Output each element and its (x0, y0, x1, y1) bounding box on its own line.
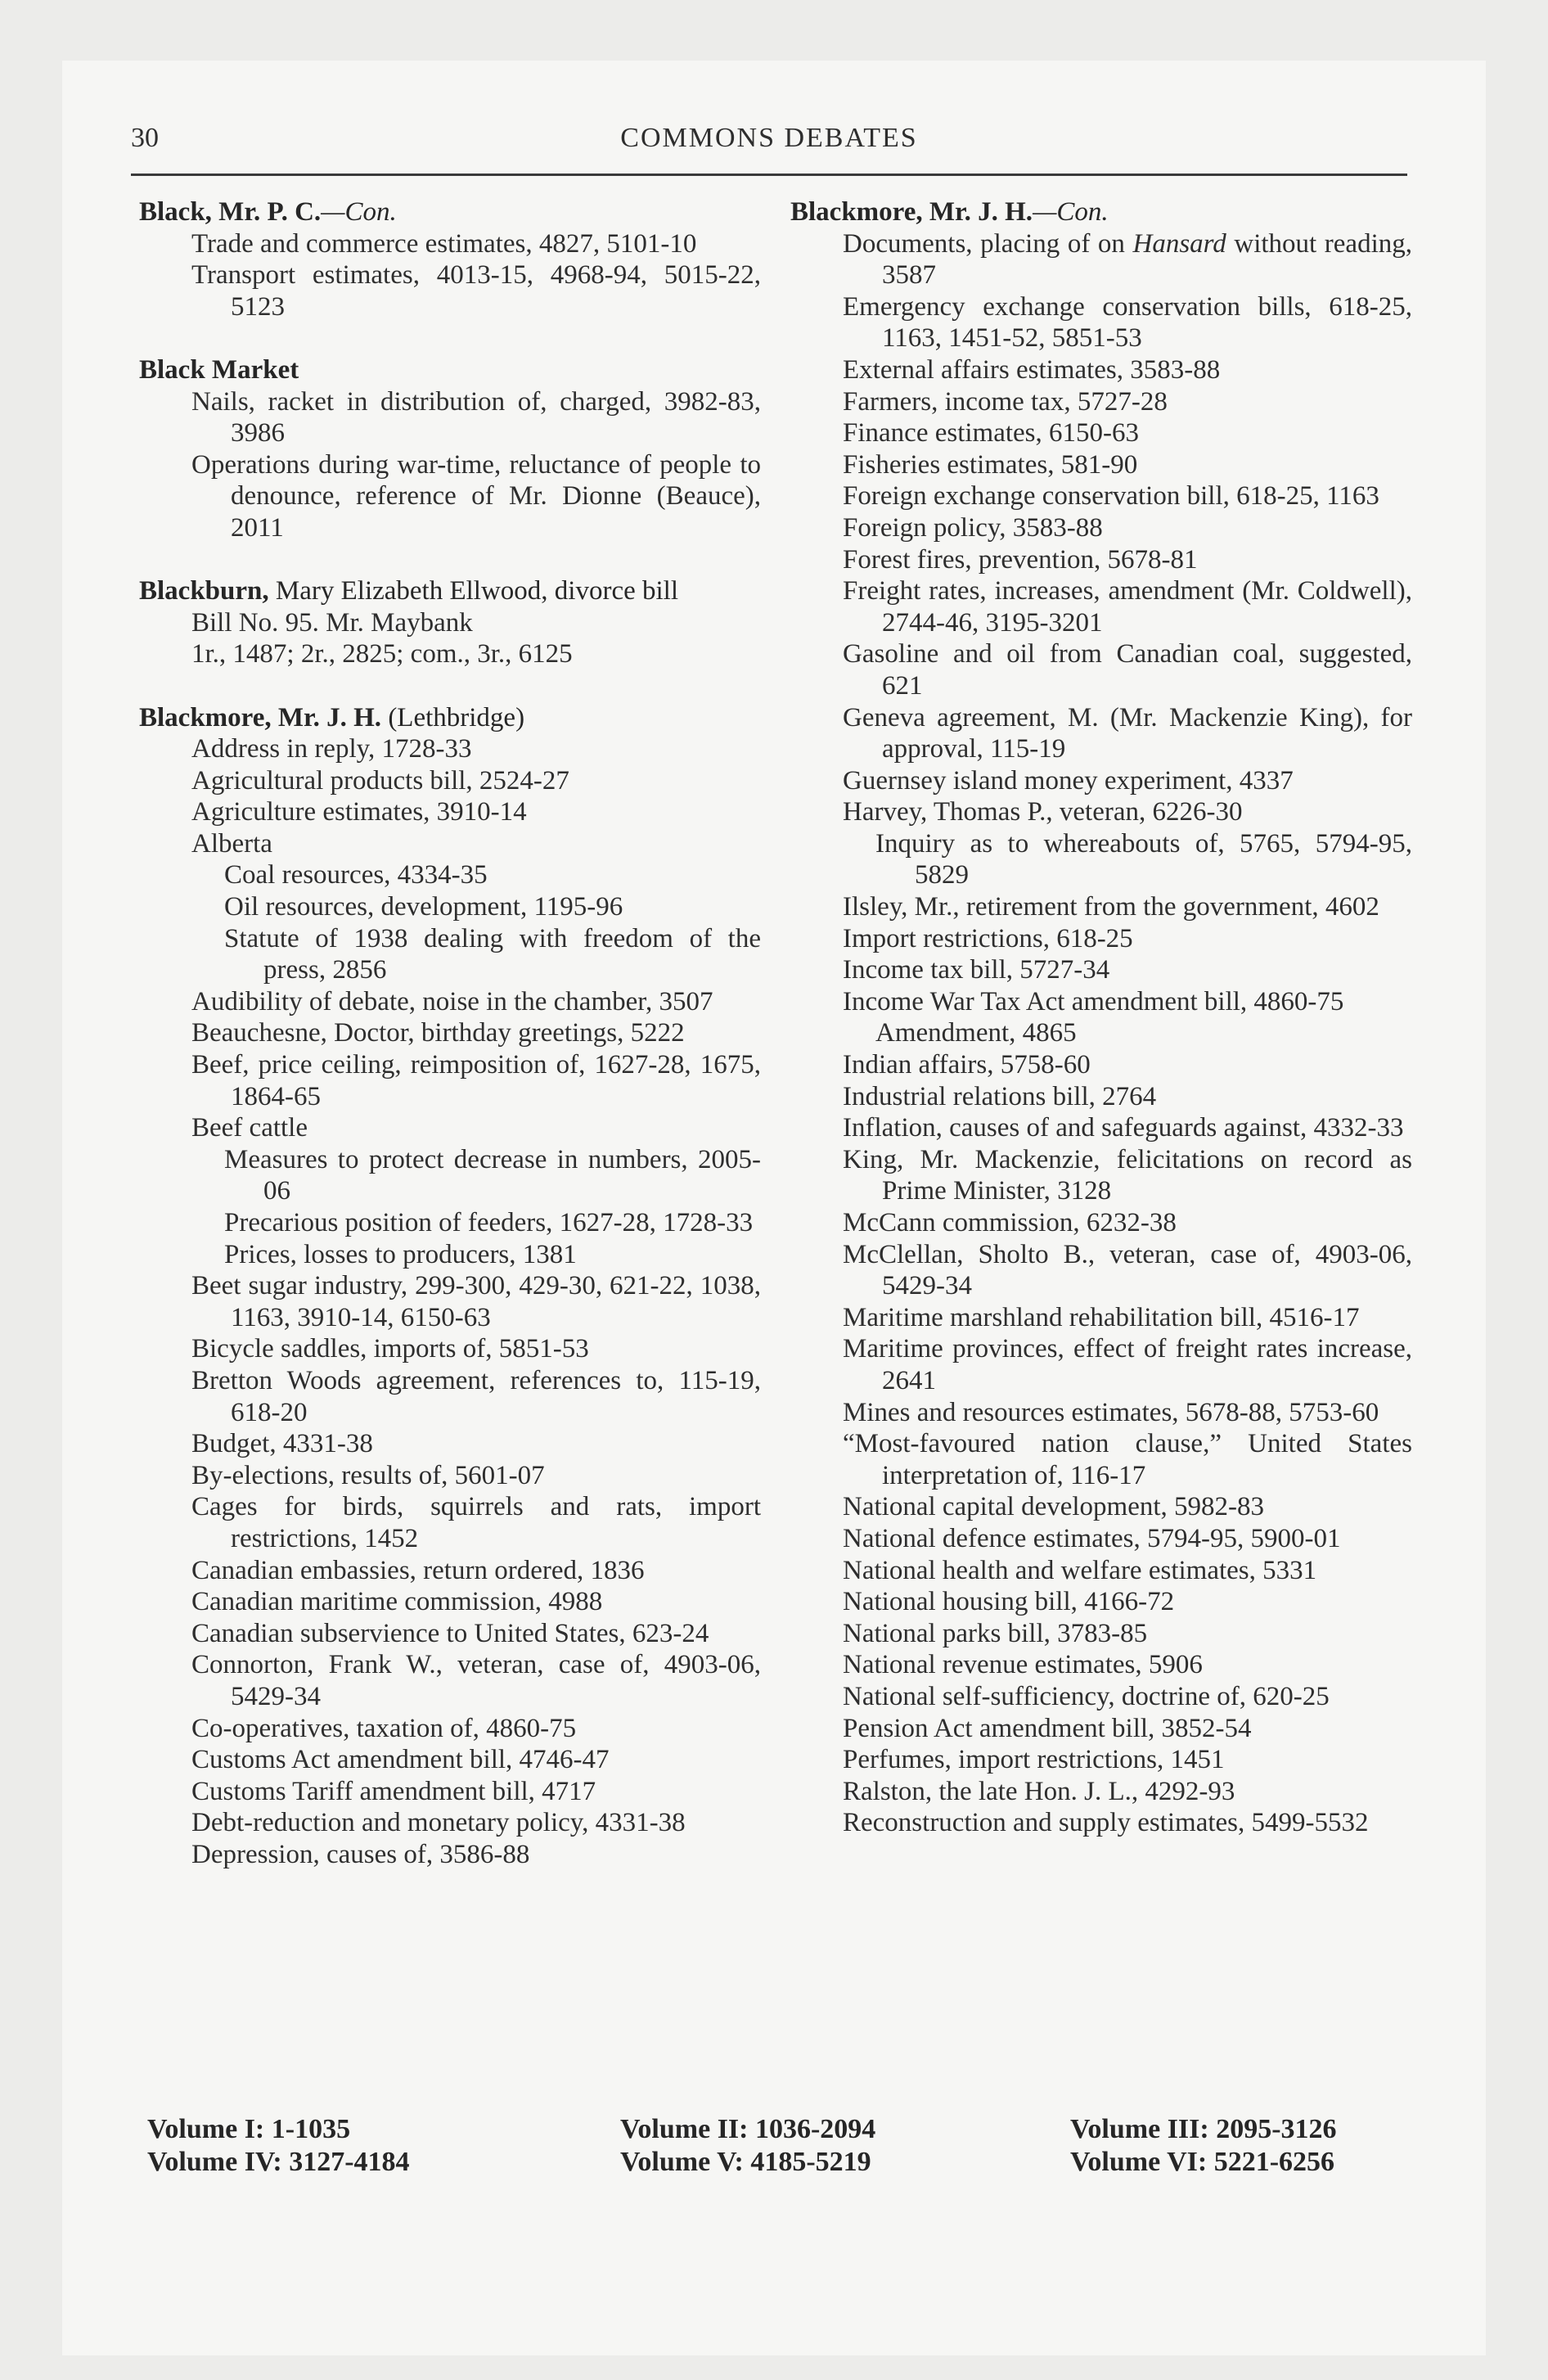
entry-text: Farmers, income tax, 5727-28 (843, 386, 1168, 417)
index-entry (139, 259, 761, 322)
entry-text: Customs Act amendment bill, 4746-47 (191, 1745, 610, 1775)
entry-text: Agriculture estimates, 3910-14 (191, 797, 527, 827)
index-subentry (139, 859, 761, 891)
entry-text: Customs Tariff amendment bill, 4717 (191, 1776, 596, 1806)
index-entry (790, 891, 1412, 923)
index-entry (139, 1017, 761, 1049)
index-entry (139, 449, 761, 544)
entry-text: Income War Tax Act amendment bill, 4860-75 (843, 986, 1344, 1016)
volume-range: Volume IV: 3127-4184 (147, 2147, 410, 2177)
index-entry (790, 544, 1412, 576)
entry-text: Budget, 4331-38 (191, 1429, 373, 1459)
entry-text: Trade and commerce estimates, 4827, 5101-10 (191, 228, 697, 259)
entry-text: Bicycle saddles, imports of, 5851-53 (191, 1334, 589, 1364)
entry-text: National revenue estimates, 5906 (843, 1650, 1203, 1680)
entry-text: Debt-reduction and monetary policy, 4331-38 (191, 1808, 686, 1838)
entry-text: Ralston, the late Hon. J. L., 4292-93 (843, 1776, 1235, 1806)
index-entry (139, 1586, 761, 1618)
index-entry (139, 1776, 761, 1808)
index-entry (139, 1618, 761, 1650)
entry-text: 1r., 1487; 2r., 2825; com., 3r., 6125 (191, 639, 573, 669)
index-heading (139, 196, 761, 228)
index-subentry (139, 1144, 761, 1207)
volume-range: Volume III: 2095-3126 (1070, 2114, 1337, 2144)
index-entry (139, 1744, 761, 1776)
index-entry (139, 1460, 761, 1492)
entry-text: By-elections, results of, 5601-07 (191, 1460, 545, 1490)
entry-text: Maritime provinces, effect of freight rates increase, 2641 (843, 1334, 1412, 1395)
index-entry (790, 1239, 1412, 1302)
volume-range: Volume V: 4185-5219 (620, 2147, 871, 2177)
index-entry (790, 1618, 1412, 1650)
header-rule (131, 174, 1407, 176)
entry-text: Forest fires, prevention, 5678-81 (843, 544, 1198, 575)
entry-text: Audibility of debate, noise in the chamber, 3507 (191, 986, 713, 1016)
index-entry (139, 1365, 761, 1428)
index-subentry (139, 891, 761, 923)
section-gap (139, 670, 761, 702)
index-entry (790, 1302, 1412, 1334)
entry-text: Co-operatives, taxation of, 4860-75 (191, 1713, 577, 1743)
entry-text: Bill No. 95. Mr. Maybank (191, 607, 473, 638)
entry-text: McClellan, Sholto B., veteran, case of, 4903-06, 5429-34 (843, 1239, 1412, 1301)
entry-text: National capital development, 5982-83 (843, 1492, 1265, 1522)
entry-text: Freight rates, increases, amendment (Mr. Coldwell), 2744-46, 3195-3201 (843, 576, 1412, 638)
volume-column-1 (147, 2113, 410, 2179)
index-entry (139, 1839, 761, 1871)
index-entry (139, 228, 761, 260)
entry-text: Prices, losses to producers, 1381 (224, 1239, 577, 1269)
entry-text-continued: without reading, 3587 (882, 228, 1412, 291)
index-entry (790, 765, 1412, 797)
index-entry (790, 512, 1412, 544)
entry-text: National self-sufficiency, doctrine of, 620-25 (843, 1681, 1330, 1711)
index-entry (139, 1649, 761, 1712)
index-entry (790, 1333, 1412, 1396)
index-subentry (139, 1239, 761, 1271)
entry-text: Finance estimates, 6150-63 (843, 418, 1140, 449)
entry-italic-text: Hansard (1132, 228, 1226, 259)
heading-name: Blackburn, (139, 576, 269, 606)
entry-text: Foreign exchange conservation bill, 618-25, 1163 (843, 481, 1379, 512)
entry-text: Documents, placing of on (843, 228, 1133, 259)
entry-text: Mines and resources estimates, 5678-88, 5753-60 (843, 1397, 1379, 1427)
index-entry (790, 228, 1412, 291)
index-subentry (139, 923, 761, 986)
entry-text: Industrial relations bill, 2764 (843, 1081, 1157, 1111)
entry-text: Indian affairs, 5758-60 (843, 1050, 1091, 1080)
page-header (131, 123, 1407, 172)
entry-text: Beef cattle (191, 1113, 308, 1143)
index-entry (139, 765, 761, 797)
index-entry (790, 1207, 1412, 1239)
index-entry (790, 354, 1412, 386)
index-entry (790, 1081, 1412, 1113)
index-entry (790, 796, 1412, 828)
entry-text: Canadian embassies, return ordered, 1836 (191, 1555, 645, 1585)
entry-text: National defence estimates, 5794-95, 5900-01 (843, 1523, 1341, 1553)
index-entry (790, 1555, 1412, 1587)
volume-range: Volume VI: 5221-6256 (1070, 2147, 1335, 2177)
index-entry (790, 1112, 1412, 1144)
entry-text: Measures to protect decrease in numbers, 2005-06 (224, 1144, 761, 1206)
index-heading (139, 354, 761, 386)
index-entry (139, 1270, 761, 1333)
index-entry (790, 386, 1412, 418)
entry-text: Harvey, Thomas P., veteran, 6226-30 (843, 797, 1243, 827)
entry-text: Beet sugar industry, 299-300, 429-30, 621-22, 1038, 1163, 3910-14, 6150-63 (191, 1271, 761, 1332)
index-entry (139, 1112, 761, 1144)
index-entry (790, 1523, 1412, 1555)
entry-text: Beauchesne, Doctor, birthday greetings, 5222 (191, 1018, 685, 1048)
entry-text: Alberta (191, 828, 272, 859)
heading-detail: Mary Elizabeth Ellwood, divorce bill (268, 576, 679, 606)
entry-text: Bretton Woods agreement, references to, 115-19, 618-20 (191, 1365, 761, 1427)
index-entry (139, 796, 761, 828)
index-entry (790, 1776, 1412, 1808)
index-entry (139, 986, 761, 1018)
entry-text: Canadian maritime commission, 4988 (191, 1587, 603, 1617)
entry-text: External affairs estimates, 3583-88 (843, 354, 1221, 385)
index-entry (790, 702, 1412, 765)
index-entry (790, 449, 1412, 481)
index-entry (139, 638, 761, 670)
entry-text: Ilsley, Mr., retirement from the government, 4602 (843, 892, 1379, 922)
entry-text: “Most-favoured nation clause,” United States interpretation of, 116-17 (843, 1429, 1412, 1490)
entry-text: Inquiry as to whereabouts of, 5765, 5794-95, 5829 (875, 828, 1412, 890)
heading-name: Blackmore, Mr. J. H. (139, 702, 382, 732)
entry-text: Import restrictions, 618-25 (843, 923, 1133, 953)
entry-text: Emergency exchange conservation bills, 618-25, 1163, 1451-52, 5851-53 (843, 291, 1412, 354)
index-entry (790, 480, 1412, 512)
entry-text: National parks bill, 3783-85 (843, 1618, 1148, 1648)
index-entry (790, 291, 1412, 354)
heading-name: Blackmore, Mr. J. H. (790, 197, 1033, 227)
entry-text: Reconstruction and supply estimates, 5499-5532 (843, 1808, 1369, 1838)
entry-text: National health and welfare estimates, 5331 (843, 1555, 1317, 1585)
entry-text: Canadian subservience to United States, 623-24 (191, 1618, 709, 1648)
entry-text: Fisheries estimates, 581-90 (843, 449, 1138, 480)
entry-text: Transport estimates, 4013-15, 4968-94, 5015-22, 5123 (191, 260, 761, 322)
page-number: 30 (131, 123, 159, 153)
entry-text: Depression, causes of, 3586-88 (191, 1839, 530, 1869)
entry-text: Inflation, causes of and safeguards against, 4332-33 (843, 1113, 1404, 1143)
index-entry (790, 986, 1412, 1018)
entry-text: Nails, racket in distribution of, charged, 3982-83, 3986 (191, 386, 761, 449)
index-entry (139, 1555, 761, 1587)
index-entry (139, 607, 761, 639)
entry-text: Beef, price ceiling, reimposition of, 1627-28, 1675, 1864-65 (191, 1050, 761, 1111)
index-subentry (790, 828, 1412, 891)
entry-text: McCann commission, 6232-38 (843, 1208, 1177, 1237)
index-entry (139, 1428, 761, 1460)
index-entry (139, 733, 761, 765)
volume-column-3 (1070, 2113, 1337, 2179)
index-entry (790, 1491, 1412, 1523)
index-subentry (790, 1017, 1412, 1049)
index-entry (139, 1491, 761, 1554)
entry-text: Cages for birds, squirrels and rats, import restrictions, 1452 (191, 1492, 761, 1553)
entry-text: Precarious position of feeders, 1627-28, 1728-33 (224, 1208, 754, 1237)
index-entry (790, 923, 1412, 955)
index-entry (790, 1397, 1412, 1429)
section-gap (139, 322, 761, 354)
continued-marker: —Con. (1033, 197, 1109, 227)
index-entry (790, 638, 1412, 701)
continued-marker: —Con. (321, 197, 397, 227)
index-entry (790, 417, 1412, 449)
entry-text: Address in reply, 1728-33 (191, 734, 472, 764)
volume-range: Volume II: 1036-2094 (620, 2114, 876, 2144)
index-entry (790, 1807, 1412, 1839)
entry-text: Amendment, 4865 (875, 1018, 1077, 1048)
heading-name: Black Market (139, 354, 299, 385)
index-heading (139, 702, 761, 734)
entry-text: Statute of 1938 dealing with freedom of the press, 2856 (224, 923, 761, 985)
entry-text: Guernsey island money experiment, 4337 (843, 765, 1294, 796)
index-entry (790, 1649, 1412, 1681)
index-entry (790, 954, 1412, 986)
index-entry (139, 1807, 761, 1839)
index-entry (139, 1713, 761, 1745)
entry-text: National housing bill, 4166-72 (843, 1587, 1175, 1617)
index-entry (790, 1744, 1412, 1776)
heading-name: Black, Mr. P. C. (139, 197, 322, 227)
index-entry (790, 1049, 1412, 1081)
running-title: COMMONS DEBATES (620, 123, 918, 153)
entry-text: Connorton, Frank W., veteran, case of, 4903-06, 5429-34 (191, 1650, 761, 1711)
index-entry (790, 1713, 1412, 1745)
entry-text: Perfumes, import restrictions, 1451 (843, 1745, 1225, 1775)
index-heading (139, 575, 761, 607)
entry-text: Coal resources, 4334-35 (224, 860, 488, 890)
index-entry (139, 386, 761, 449)
entry-text: Geneva agreement, M. (Mr. Mackenzie King), for approval, 115-19 (843, 702, 1412, 764)
index-entry (139, 1333, 761, 1365)
entry-text: Pension Act amendment bill, 3852-54 (843, 1713, 1252, 1743)
entry-text: Income tax bill, 5727-34 (843, 955, 1110, 985)
index-entry (790, 1144, 1412, 1207)
volume-column-2 (620, 2113, 875, 2179)
section-gap (139, 544, 761, 576)
index-entry (790, 1586, 1412, 1618)
entry-text: Gasoline and oil from Canadian coal, suggested, 621 (843, 639, 1412, 701)
heading-detail: (Lethbridge) (381, 702, 525, 732)
entry-text: Foreign policy, 3583-88 (843, 512, 1103, 543)
entry-text: Operations during war-time, reluctance of people to denounce, reference of Mr. Dionne (Beauce), 2011 (191, 449, 761, 543)
entry-text: Agricultural products bill, 2524-27 (191, 765, 569, 796)
index-entry (790, 1428, 1412, 1491)
index-entry (139, 828, 761, 860)
index-column-left (139, 196, 761, 1870)
volume-range: Volume I: 1-1035 (147, 2114, 351, 2144)
index-column-right (790, 196, 1412, 1839)
entry-text: King, Mr. Mackenzie, felicitations on record as Prime Minister, 3128 (843, 1144, 1412, 1206)
index-entry (790, 575, 1412, 638)
index-entry (139, 1049, 761, 1112)
index-subentry (139, 1207, 761, 1239)
entry-text: Maritime marshland rehabilitation bill, 4516-17 (843, 1302, 1360, 1332)
index-entry (790, 1681, 1412, 1713)
index-heading (790, 196, 1412, 228)
entry-text: Oil resources, development, 1195-96 (224, 892, 623, 922)
